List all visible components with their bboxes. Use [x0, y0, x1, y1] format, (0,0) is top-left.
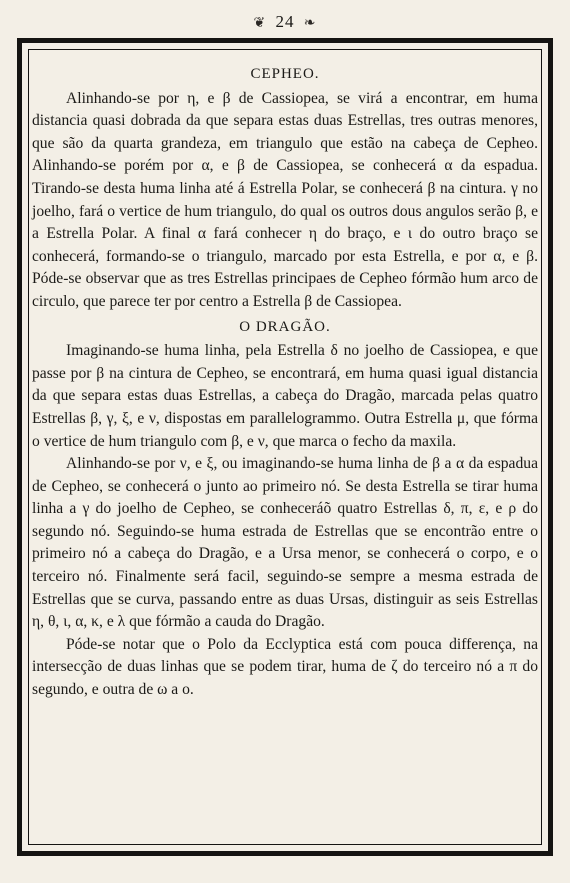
right-ornament-icon: ❧	[303, 16, 317, 31]
paragraph-dragao-1: Imaginando-se huma linha, pela Estrella δ no joelho de Cassiopea, e que passe por β na cintura de Cepheo, se encontrará, em huma quasi igual distancia da que separa estas duas Estrellas, a cabeça do Dragão, marcada pelas quatro Estrellas β, γ, ξ, e ν, dispostas em parallelogrammo. Outra Estrella μ, que fórma o vertice de hum triangulo com β, e ν, que marca o fecho da maxila.	[32, 342, 538, 450]
paragraph-dragao-3: Póde-se notar que o Polo da Ecclyptica está com pouca differença, na intersecção de duas linhas que se podem tirar, huma de ζ do terceiro nó a π do segundo, e outra de ω a ο.	[32, 635, 538, 699]
paragraph-cepheo-1: Alinhando-se por η, e β de Cassiopea, se virá a encontrar, em huma distancia quasi dobrada da que separa estas duas Estrellas, tres outras menores, que são da quarta grandeza, em triangulo que estão na cabeça de Cepheo. Alinhando-se porém por α, e β de Cassiopea, se conhecerá α da espadua. Tirando-se desta huma linha até á Estrella Polar, se conhecerá β na cintura. γ no joelho, fará o vertice de hum triangulo, do qual os outros dous angulos serão β, e a Estrella Polar. A final α fará conhecer η do braço, e ι do outro braço se conhecerá, formando-se o triangulo, marcado por esta Estrella, e por α, e β. Póde-se observar que as tres Estrellas principaes de Cepheo fórmão hum arco de circulo, que parece ter por centro a Estrella β de Cassiopea.	[32, 89, 538, 310]
page-number: 24	[275, 12, 295, 31]
page-body	[32, 63, 538, 841]
section-title-dragao: O DRAGÃO.	[239, 318, 331, 335]
paragraph-dragao-2: Alinhando-se por ν, e ξ, ou imaginando-se huma linha de β a α da espadua de Cepheo, se conhecerá ο junto ao primeiro nó. Se desta Estrella se tirar huma linha a γ do joelho de Cepheo, se conheceráõ quatro Estrellas δ, π, ε, e ρ do segundo nó. Seguindo-se huma estrada de Estrellas que se encontrão entre o primeiro nó a cabeça do Dragão, e a Ursa menor, se conhecerá o corpo, e o terceiro nó. Finalmente será facil, seguindo-se sempre a mesma estrada de Estrellas que se curva, passando entre as duas Ursas, distinguir as seis Estrellas η, θ, ι, α, κ, e λ que fórmão a cauda do Dragão.	[32, 455, 538, 631]
page-number-header	[0, 12, 570, 32]
page-frame	[17, 38, 553, 856]
section-title-cepheo: CEPHEO.	[250, 66, 320, 82]
left-ornament-icon: ❦	[253, 16, 267, 31]
